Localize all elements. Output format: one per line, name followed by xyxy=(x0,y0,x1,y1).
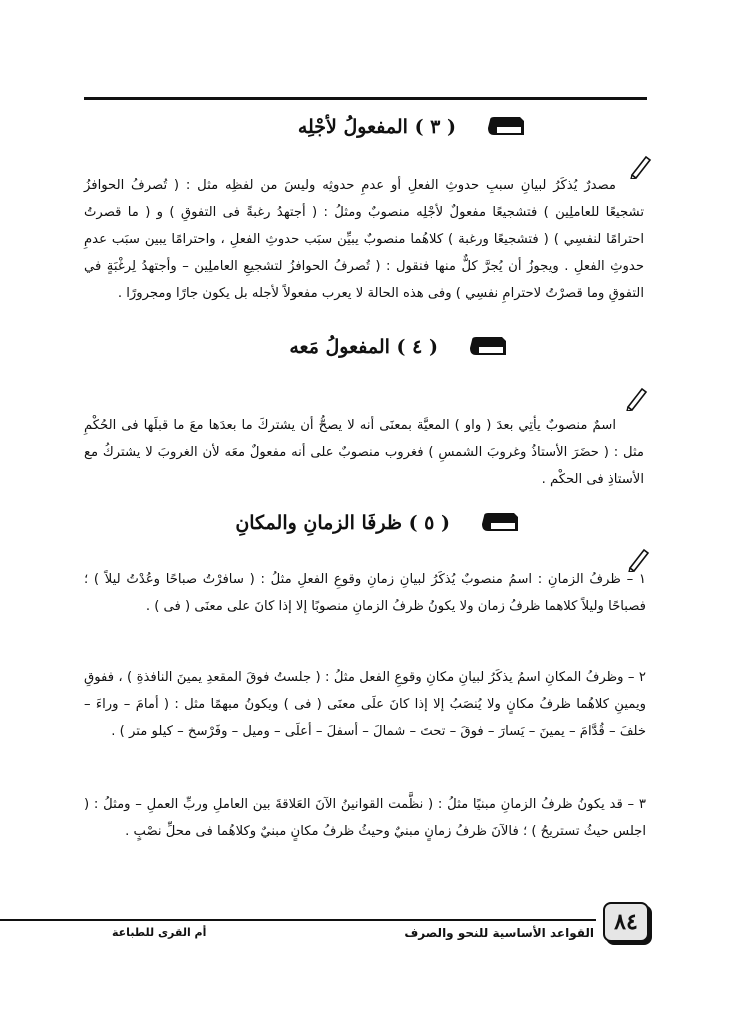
list-item-text: ١ – ظرفُ الزمانِ : اسمُ منصوبٌ يُذكَرُ لبيانِ زمانِ وقوعِ الفعلِ مثلُ : ( سافرْتُ صباحًا وعُدْتُ ليلاً ) ؛ فصباحًا وليلاً كلاهما ظرفُ زمان ولا يكونُ ظرفُ الزمانِ منصوبًا إلا إذا كانَ على معنَى ( فى ) . xyxy=(84,572,646,614)
book-icon xyxy=(486,116,526,138)
pencil-icon xyxy=(624,385,650,411)
paragraph: اسمٌ منصوبٌ يأتِي بعدَ ( واو ) المعيَّة بمعنَى أنه لا يصحُّ أن يشتركَ ما بعدَها معَ ما قبلَها فى الحُكْمِ مثل : ( حضَرَ الأستاذُ وغروبَ الشمسِ ) فغروب منصوبٌ على أنه مفعولٌ معَه لأن الغروبَ لا يشتركُ مع الأستاذِ فى الحكْم . xyxy=(84,418,644,487)
section-body xyxy=(84,412,644,493)
section-body xyxy=(84,172,644,307)
list-item xyxy=(84,566,646,620)
book-icon xyxy=(468,336,508,358)
section-title: ( ٣ ) المفعولُ لأجْلِه xyxy=(297,116,456,138)
section-heading-4 xyxy=(289,336,508,358)
section-title: ( ٥ ) ظرفَا الزمانِ والمكانِ xyxy=(235,512,450,534)
section-heading-3 xyxy=(298,116,526,138)
list-item-text: ٣ – قد يكونُ ظرفُ الزمانِ مبنيًا مثلُ : ( نظَّمت القوانينُ الآنَ العَلاقةَ بين العاملِ وربِّ العملِ – ومثلُ : ( اجلس حيثُ تستريحُ ) ؛ فالآنَ ظرفُ زمانٍ مبنيٌ وحيثُ ظرفُ مكانٍ مبنيٌ وكلاهُما فى محلِّ نصْبٍ . xyxy=(84,797,646,839)
section-heading-5 xyxy=(235,512,520,534)
section-title: ( ٤ ) المفعولُ مَعه xyxy=(289,336,438,358)
list-item xyxy=(84,664,646,745)
footer-rule xyxy=(0,919,596,921)
page-number: ٨٤ xyxy=(614,909,638,935)
top-rule xyxy=(84,97,647,100)
publisher-name: أم القرى للطباعة xyxy=(112,926,207,939)
book-title: القواعد الأساسية للنحو والصرف xyxy=(404,926,594,940)
book-icon xyxy=(480,512,520,534)
list-item-text: ٢ – وظرفُ المكانِ اسمُ يذكَرُ لبيانِ مكانِ وقوعِ الفعل مثلُ : ( جلستُ فوقَ المقعدِ يمينَ النافذةِ ) ، ففوقِ ويمينِ كلاهُما ظرفُ مكانٍ ولا يُنصَبُ إلا إذا كانَ علَى معنَى ( فى ) ويكونُ مبهمًا مثل : ( أمامَ – وراءَ – خلفَ – قُدَّامَ – يمينَ – يَسارَ – فوقَ – تحتَ – شمالَ – أسفلَ – أعلَى – وميل – وفَرْسخ – كيلو متر ) . xyxy=(84,670,646,739)
list-item xyxy=(84,791,646,845)
page-number-badge xyxy=(603,902,649,942)
paragraph: مصدرٌ يُذكَرُ لبيانِ سببِ حدوثِ الفعلِ أو عدمِ حدوثِه وليسَ من لفظِه مثل : ( تُصرفُ الحوافزُ تشجيعًا للعاملِين ) فتشجيعًا مفعولٌ لأجْلِه منصوبٌ ومثلُ : ( أجتهدُ رغبةً فى التفوقِ ) و ( ما قصرتُ احترامًا لنفسِي ) ( فتشجيعًا ورغبة ) كلاهُما منصوبٌ يبيِّن سبَب حدوثِ الفعلِ ، واحترامًا يبين سبَب عدمِ حدوثِ الفعلِ . ويجوزُ أن يُجرَّ كلٌّ منها فنقول : ( تُصرفُ الحوافزُ لتشجيعِ العاملِين – وأجتهدُ لِرغْبَةٍ في التفوقِ وما قصرْتُ لاحترامِ نفسِي ) وفى هذه الحالة لا يعرب مفعولاً لأجله بل يكون جارًا ومجرورًا . xyxy=(84,178,644,301)
